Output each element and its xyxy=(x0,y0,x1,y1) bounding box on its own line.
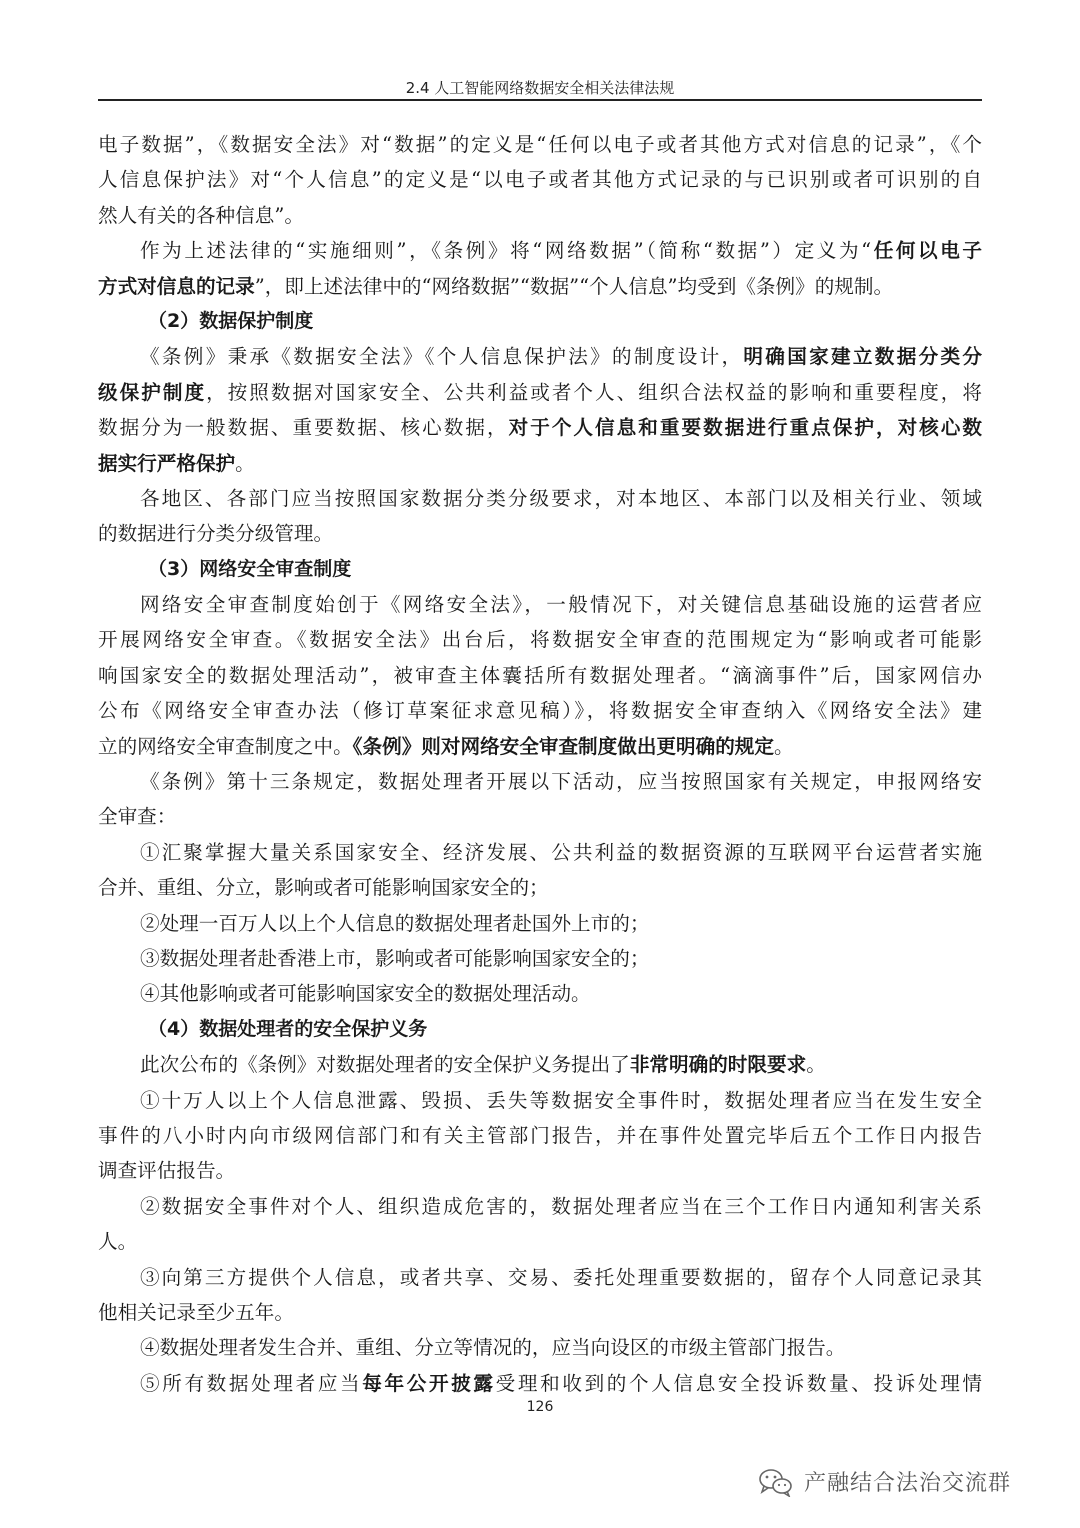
text-segment: 《条例》第十三条规定，数据处理者开展以下活动，应当按照国家有关规定，申报网络安 xyxy=(140,770,982,794)
text-line xyxy=(98,835,982,870)
text-segment: 开展网络安全审查。《数据安全法》出台后，将数据安全审查的范围规定为“影响或者可能影 xyxy=(98,628,982,652)
text-line xyxy=(98,446,982,481)
text-segment: 事件的八小时内向市级网信部门和有关主管部门报告，并在事件处置完毕后五个工作日内报告 xyxy=(98,1123,982,1147)
text-line xyxy=(98,375,982,410)
text-segment: 响国家安全的数据处理活动”，被审查主体囊括所有数据处理者。“滴滴事件”后，国家网信办 xyxy=(98,663,982,687)
bold-text: 级保护制度 xyxy=(98,380,207,404)
text-segment: ⑤所有数据处理者应当 xyxy=(140,1371,363,1395)
bold-text: 《条例》则对网络安全审查制度做出更明确的规定 xyxy=(352,734,774,758)
text-line xyxy=(98,233,982,268)
text-segment: 数据分为一般数据、重要数据、核心数据， xyxy=(98,416,509,440)
text-segment: 《条例》秉承《数据安全法》《个人信息保护法》的制度设计， xyxy=(140,345,744,369)
bold-text: 明确国家建立数据分类分 xyxy=(743,345,982,369)
text-line xyxy=(98,127,982,162)
header-divider xyxy=(98,99,982,101)
text-segment: 调查评估报告。 xyxy=(98,1159,236,1183)
text-segment: 的数据进行分类分级管理。 xyxy=(98,522,334,546)
wechat-icon xyxy=(758,1467,794,1497)
text-segment: 立的网络安全审查制度之中。 xyxy=(98,734,353,758)
text-segment: ，按照数据对国家安全、公共利益或者个人、组织合法权益的影响和重要程度，将 xyxy=(206,380,982,404)
text-segment: ③数据处理者赴香港上市，影响或者可能影响国家安全的； xyxy=(140,946,650,970)
text-segment: 各地区、各部门应当按照国家数据分类分级要求，对本地区、本部门以及相关行业、领域 xyxy=(140,486,982,510)
text-segment: ”，即上述法律中的“网络数据”“数据”“个人信息”均受到《条例》的规制。 xyxy=(254,274,894,298)
text-segment: ①汇聚掌握大量关系国家安全、经济发展、公共利益的数据资源的互联网平台运营者实施 xyxy=(140,840,982,864)
text-line xyxy=(98,587,982,622)
text-segment: 。 xyxy=(773,734,794,758)
bold-text: 任何以电子 xyxy=(871,239,982,263)
text-line xyxy=(98,410,982,445)
text-line xyxy=(98,198,982,233)
text-line xyxy=(98,799,982,834)
text-segment: （2）数据保护制度 xyxy=(148,309,314,332)
text-line xyxy=(98,1295,982,1330)
text-line xyxy=(98,269,982,304)
text-segment: 全审查： xyxy=(98,805,177,829)
bold-text: 对于个人信息和重要数据进行重点保护，对核心数 xyxy=(508,416,982,440)
text-segment: 人信息保护法》对“个人信息”的定义是“以电子或者其他方式记录的与已识别或者可识别的自 xyxy=(98,168,982,192)
bold-text: 方式对信息的记录 xyxy=(98,274,255,298)
text-segment: 网络安全审查制度始创于《网络安全法》，一般情况下，对关键信息基础设施的运营者应 xyxy=(140,593,982,617)
bold-text: 据实行严格保护 xyxy=(98,451,236,475)
text-line xyxy=(98,1118,982,1153)
text-line xyxy=(98,764,982,799)
text-segment: 。 xyxy=(235,451,255,475)
text-segment: 受理和收到的个人信息安全投诉数量、投诉处理情 xyxy=(495,1371,982,1395)
text-segment: ②处理一百万人以上个人信息的数据处理者赴国外上市的； xyxy=(140,911,650,935)
text-line xyxy=(98,1047,982,1082)
text-line xyxy=(98,339,982,374)
watermark-text: 产融结合法治交流群 xyxy=(804,1471,1012,1496)
section-heading xyxy=(98,304,982,339)
text-segment: 人。 xyxy=(98,1230,138,1254)
section-heading xyxy=(98,552,982,587)
text-line xyxy=(98,729,982,764)
text-segment: ④数据处理者发生合并、重组、分立等情况的，应当向设区的市级主管部门报告。 xyxy=(140,1336,846,1360)
bold-text: 每年公开披露 xyxy=(362,1371,496,1395)
document-body xyxy=(98,127,982,1401)
text-segment: 公布《网络安全审查办法（修订草案征求意见稿）》，将数据安全审查纳入《网络安全法》建 xyxy=(98,699,982,723)
text-segment: 然人有关的各种信息”。 xyxy=(98,203,304,227)
text-segment: ①十万人以上个人信息泄露、毁损、丢失等数据安全事件时，数据处理者应当在发生安全 xyxy=(140,1088,982,1112)
page-number: 126 xyxy=(526,1399,554,1415)
text-segment: 合并、重组、分立，影响或者可能影响国家安全的； xyxy=(98,876,549,900)
text-line xyxy=(98,162,982,197)
text-segment: ②数据安全事件对个人、组织造成危害的，数据处理者应当在三个工作日内通知利害关系 xyxy=(140,1194,982,1218)
section-heading xyxy=(98,1012,982,1047)
text-line xyxy=(98,1366,982,1401)
text-segment: ③向第三方提供个人信息，或者共享、交易、委托处理重要数据的，留存个人同意记录其 xyxy=(140,1265,982,1289)
text-line xyxy=(98,1260,982,1295)
text-line xyxy=(98,1153,982,1188)
text-line xyxy=(98,906,982,941)
text-segment: 。 xyxy=(806,1053,826,1077)
text-line xyxy=(98,516,982,551)
text-segment: 作为上述法律的“实施细则”，《条例》将“网络数据”（简称“数据”）定义为“ xyxy=(140,239,872,263)
text-segment: （4）数据处理者的安全保护义务 xyxy=(148,1017,428,1040)
bold-text: 非常明确的时限要求 xyxy=(629,1053,807,1077)
text-segment: （3）网络安全审查制度 xyxy=(148,557,352,580)
text-segment: 电子数据”，《数据安全法》对“数据”的定义是“任何以电子或者其他方式对信息的记录”，《个 xyxy=(98,133,982,156)
text-line xyxy=(98,1224,982,1259)
text-line xyxy=(98,1330,982,1365)
text-line xyxy=(98,481,982,516)
text-line xyxy=(98,870,982,905)
watermark xyxy=(758,1466,1011,1497)
text-line xyxy=(98,1083,982,1118)
text-line xyxy=(98,693,982,728)
text-line xyxy=(98,976,982,1011)
text-line xyxy=(98,658,982,693)
text-segment: ④其他影响或者可能影响国家安全的数据处理活动。 xyxy=(140,982,591,1006)
text-line xyxy=(98,1189,982,1224)
text-line xyxy=(98,941,982,976)
header-title: 2.4 人工智能网络数据安全相关法律法规 xyxy=(405,79,675,97)
text-segment: 他相关记录至少五年。 xyxy=(98,1300,294,1324)
text-segment: 此次公布的《条例》对数据处理者的安全保护义务提出了 xyxy=(140,1053,630,1077)
text-line xyxy=(98,622,982,657)
